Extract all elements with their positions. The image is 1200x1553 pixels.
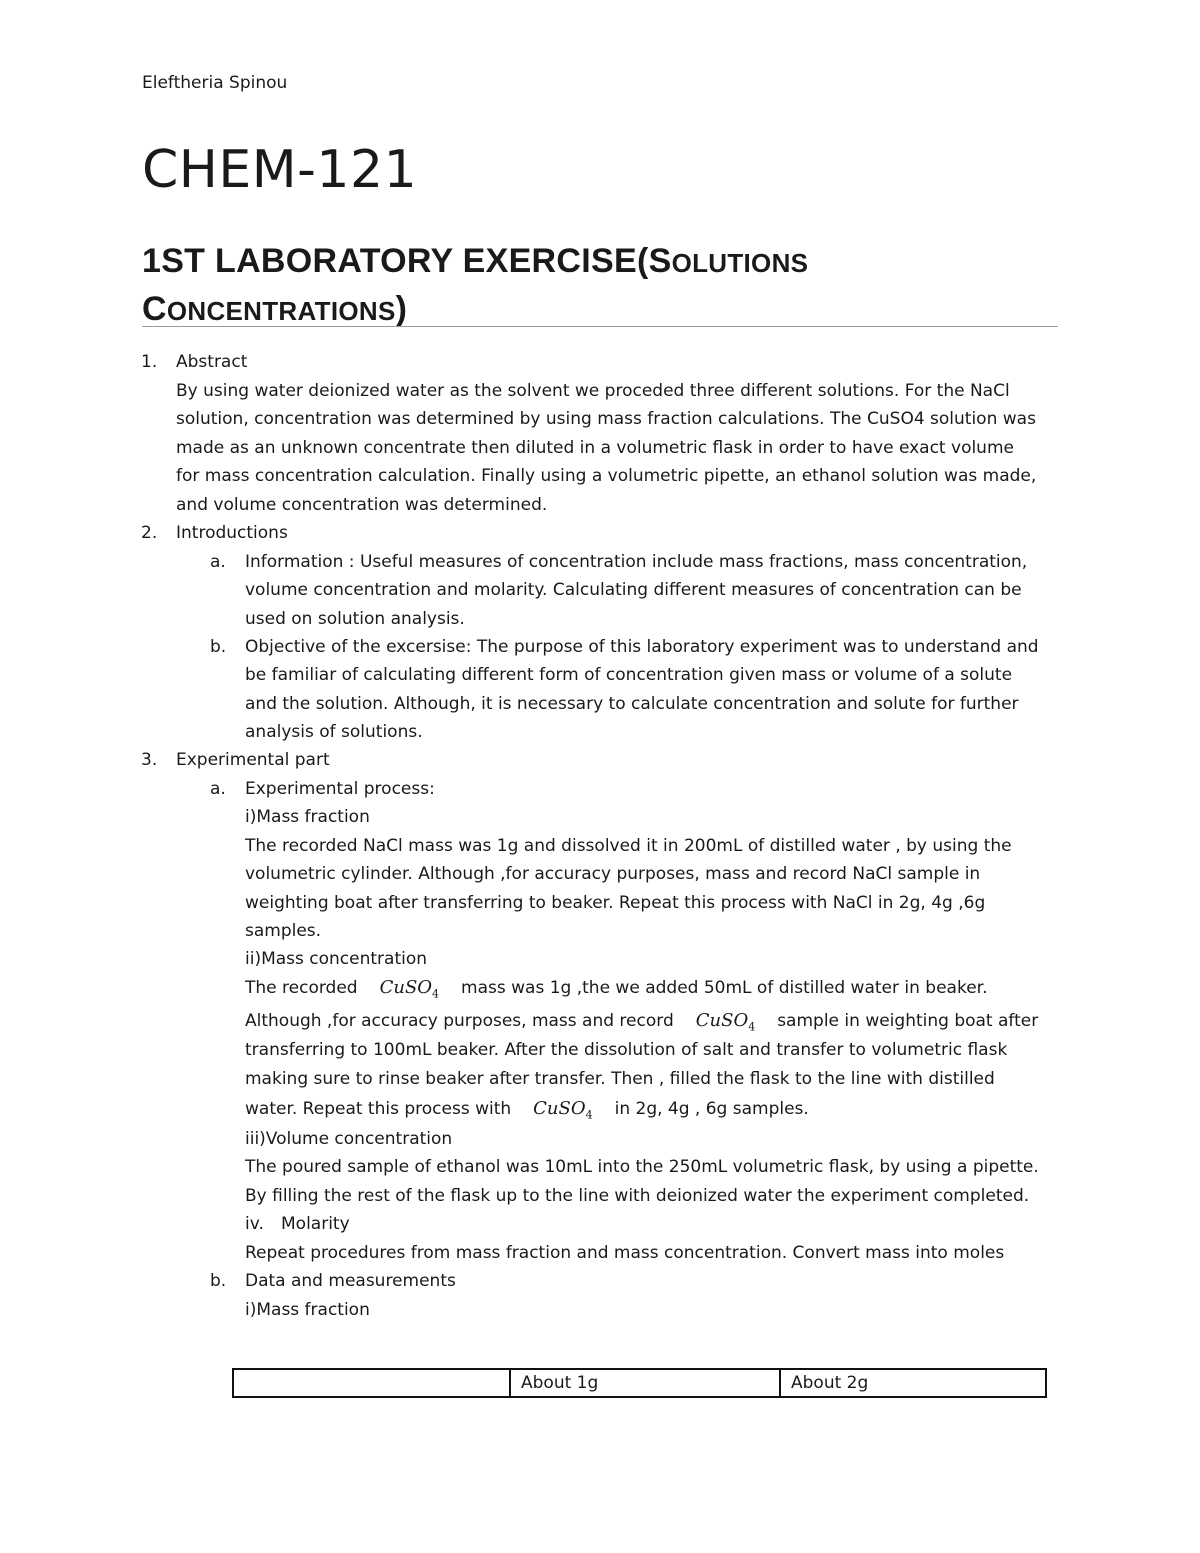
heading-part: ) [395,290,408,328]
section-title-abstract: Abstract [176,352,248,372]
data-mass-fraction-title: i)Mass fraction [245,1300,370,1320]
molarity-marker: iv. [245,1214,264,1234]
author-name: Eleftheria Spinou [142,73,288,93]
molarity-line: Repeat procedures from mass fraction and mass concentration. Convert mass into moles [245,1243,1005,1263]
heading-smallcaps: OLUTIONS [671,248,809,278]
abstract-line: made as an unknown concentrate then diluted in a volumetric flask in order to have exact volume [176,438,1014,458]
mass-fraction-line: The recorded NaCl mass was 1g and dissolved it in 200mL of distilled water , by using the [245,836,1012,856]
cuso4-formula [379,977,440,1001]
section-number: 3. [141,750,158,770]
heading-smallcaps: ONCENTRATIONS [166,296,396,326]
subsection-marker: b. [210,1271,227,1291]
mass-concentration-line: transferring to 100mL beaker. After the dissolution of salt and transfer to volumetric flask [245,1040,1008,1060]
heading-part: 1ST LABORATORY EXERCISE(S [142,242,672,280]
text-run: water. Repeat this process with [245,1099,512,1119]
data-measurements-title: Data and measurements [245,1271,456,1291]
formula-subscript: 4 [748,1020,756,1034]
abstract-line: for mass concentration calculation. Finally using a volumetric pipette, an ethanol solution was made, [176,466,1037,486]
heading-divider [142,326,1058,327]
mass-concentration-line: making sure to rinse beaker after transfer. Then , filled the flask to the line with distilled [245,1069,995,1089]
abstract-line: By using water deionized water as the solvent we proceded three different solutions. For the NaCl [176,381,1010,401]
formula-subscript: 4 [585,1108,593,1122]
formula-base: CuSO [695,1010,749,1031]
volume-concentration-line: The poured sample of ethanol was 10mL into the 250mL volumetric flask, by using a pipette. [245,1157,1039,1177]
course-code: CHEM-121 [142,140,418,200]
volume-concentration-title: iii)Volume concentration [245,1129,453,1149]
text-run: mass was 1g ,the we added 50mL of distilled water in beaker. [461,978,988,998]
mass-concentration-line [245,977,988,1006]
text-run: The recorded [245,978,358,998]
table-header-cell [233,1369,510,1397]
objective-line: be familiar of calculating different form of concentration given mass or volume of a solute [245,665,1013,685]
information-line: used on solution analysis. [245,609,465,629]
abstract-line: and volume concentration was determined. [176,495,548,515]
mass-fraction-line: weighting boat after transferring to beaker. Repeat this process with NaCl in 2g, 4g ,6g [245,893,986,913]
formula-base: CuSO [379,977,433,998]
subsection-marker: b. [210,637,227,657]
cuso4-formula [695,1010,756,1034]
section-number: 2. [141,523,158,543]
text-run: Although ,for accuracy purposes, mass and record [245,1011,674,1031]
cuso4-formula [533,1098,593,1122]
experimental-process-title: Experimental process: [245,779,435,799]
table-row [233,1369,1046,1397]
heading-part: C [142,290,167,328]
text-run: in 2g, 4g , 6g samples. [614,1099,809,1119]
objective-line: Objective of the excersise: The purpose of this laboratory experiment was to understand and [245,637,1039,657]
mass-concentration-line [245,1010,1038,1039]
exercise-heading [142,238,1058,334]
mass-fraction-title: i)Mass fraction [245,807,370,827]
table-header-cell: About 2g [780,1369,1046,1397]
mass-concentration-title: ii)Mass concentration [245,949,428,969]
volume-concentration-line: By filling the rest of the flask up to the line with deionized water the experiment completed. [245,1186,1030,1206]
subsection-marker: a. [210,779,226,799]
section-number: 1. [141,352,158,372]
table-header-cell: About 1g [510,1369,780,1397]
section-title-experimental: Experimental part [176,750,330,770]
objective-line: analysis of solutions. [245,722,423,742]
section-title-introductions: Introductions [176,523,288,543]
mass-fraction-line: volumetric cylinder. Although ,for accuracy purposes, mass and record NaCl sample in [245,864,981,884]
information-line: Information : Useful measures of concentration include mass fractions, mass concentration, [245,552,1028,572]
formula-base: CuSO [533,1098,586,1119]
mass-concentration-line [245,1098,809,1127]
mass-fraction-table [232,1368,1047,1398]
text-run: sample in weighting boat after [777,1011,1039,1031]
information-line: volume concentration and molarity. Calculating different measures of concentration can be [245,580,1022,600]
molarity-title: Molarity [281,1214,350,1234]
abstract-line: solution, concentration was determined by using mass fraction calculations. The CuSO4 solution was [176,409,1036,429]
objective-line: and the solution. Although, it is necessary to calculate concentration and solute for further [245,694,1019,714]
formula-subscript: 4 [432,987,440,1001]
mass-fraction-line: samples. [245,921,322,941]
subsection-marker: a. [210,552,226,572]
